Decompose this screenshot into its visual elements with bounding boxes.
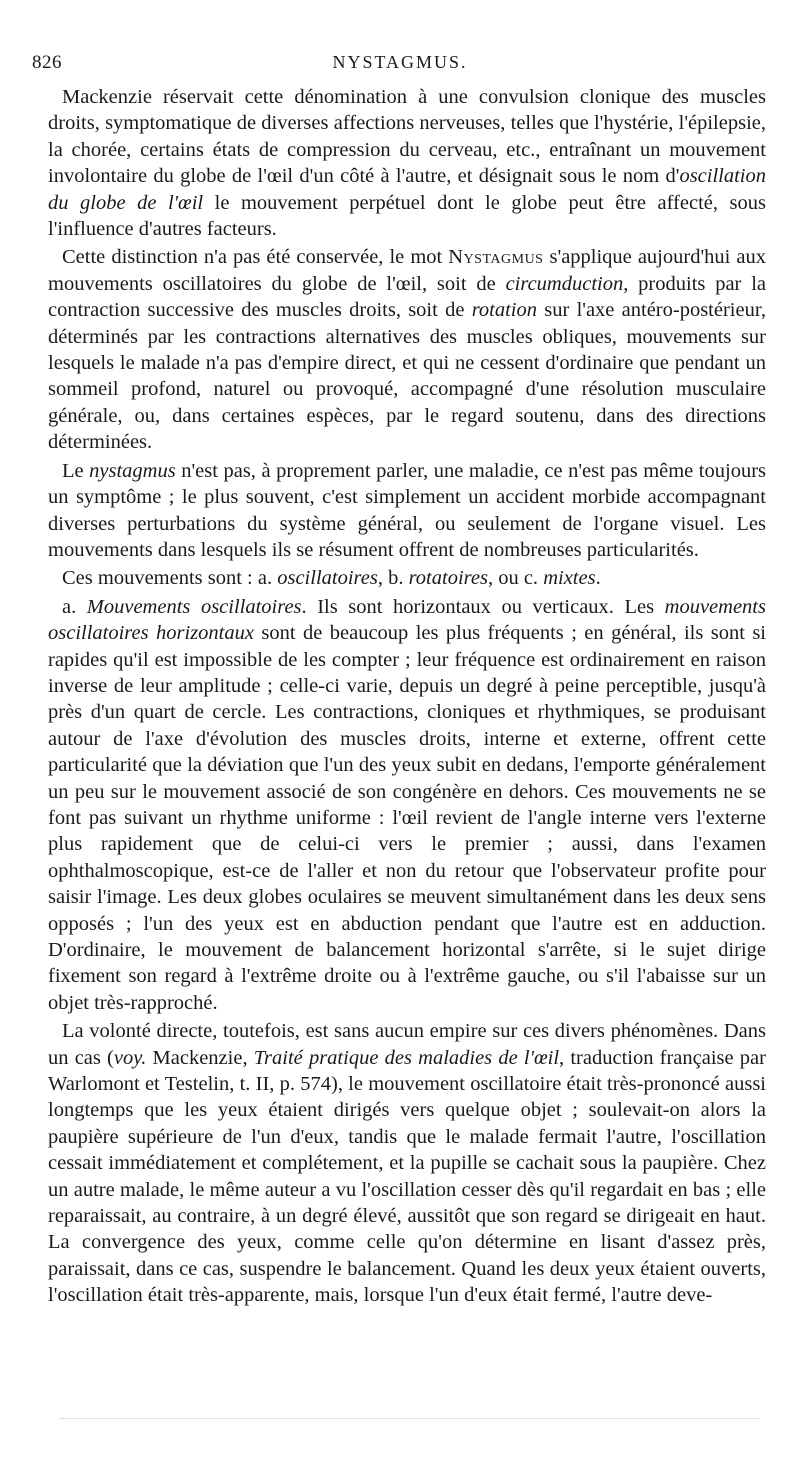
paragraph [48, 594, 766, 1017]
italic-text: Traité pratique des maladies de l'œil [253, 1046, 560, 1069]
paragraph-text: sur l'axe antéro-postérieur, déterminés par les contractions alternatives des muscles obliques, mouvements sur lesquels le malade n'a pas d'empire direct, et qui ne cessent d'ordinaire que pendant un sommeil profond, naturel ou provoqué, accompagné d'une résolution musculaire générale, ou, dans certaines espèces, par le regard soutenu, dans des directions déterminées. [48, 299, 766, 454]
paragraph-text: s'applique aujourd'hui aux mouvements oscillatoires du globe de l'œil, soit de [48, 246, 766, 295]
paragraph-text: La volonté directe, toutefois, est sans aucun empire sur ces divers phénomènes. Dans un cas ( [48, 1020, 766, 1069]
paragraph-text: , b. [377, 567, 409, 590]
paragraph-text: sont de beaucoup les plus fréquents ; en général, ils sont si rapides qu'il est impossible de les compter ; leur fréquence est ordinairement en raison inverse de leur amplitude ; celle-ci varie, depuis un degré à peine perceptible, jusqu'à près d'un quart de cercle. Les contractions, cloniques et rhythmiques, se produisant autour de l'axe d'évolution des muscles droits, interne et externe, offrent cette particularité que la déviation que l'un des yeux subit en dedans, l'emporte généralement un peu sur le mouvement associé de son congénère en dehors. Ces mouvements ne se font pas suivant un rhythme uniforme : l'œil revient de l'angle interne vers l'externe plus rapidement que de celui-ci vers le premier ; aussi, dans l'examen ophthalmoscopique, est-ce de l'aller et non du retour que l'observateur profite pour saisir l'image. Les deux globes oculaires se meuvent simultanément dans les deux sens opposés ; l'un des yeux est en abduction pendant que l'autre est en adduction. D'ordinaire, le mouvement de balancement horizontal s'arrête, si le sujet dirige fixement son regard à l'extrême droite ou à l'extrême gauche, ou s'il l'abaisse sur un objet très-rapproché. [48, 622, 766, 1014]
italic-text: oscillatoires [277, 567, 378, 590]
italic-text: voy. [113, 1046, 147, 1069]
paragraph-text: Mackenzie réservait cette dénomination à une convulsion clonique des muscles droits, symptomatique de diverses affections nerveuses, telles que l'hystérie, l'épilepsie, la chorée, certains états de compression du cerveau, etc., entraînant un mouvement involontaire du globe de l'œil d'un côté à l'autre, et désignait sous le nom d' [48, 86, 766, 188]
page-number: 826 [32, 52, 62, 73]
paragraph-text: a. [62, 595, 87, 618]
paragraph [48, 244, 766, 455]
italic-text: oscillation du globe de l'œil [48, 165, 766, 214]
small-caps-text: Nystagmus [448, 246, 544, 269]
paragraph-text: le mouvement perpétuel dont le globe peut être affecté, sous l'influence d'autres facteurs. [48, 191, 766, 241]
paragraph-text: n'est pas, à proprement parler, une maladie, ce n'est pas même toujours un symptôme ; le plus souvent, c'est simplement un accident morbide accompagnant diverses perturbations du système général, ou seulement de l'organe visuel. Les mouvements dans lesquels ils se résument offrent de nombreuses particularités. [48, 459, 766, 561]
paragraph [48, 84, 766, 242]
paragraph [48, 565, 766, 591]
italic-text: rotation [471, 299, 537, 322]
italic-text: rotatoires [408, 567, 488, 590]
italic-text: mixtes [543, 567, 596, 590]
body-text [48, 84, 766, 1311]
paragraph [48, 458, 766, 564]
running-title: NYSTAGMUS. [332, 52, 468, 72]
paragraph-text: Le [62, 459, 90, 482]
paragraph-text: Ces mouvements sont : a. [62, 567, 278, 590]
italic-text: Mouvements oscillatoires [86, 595, 302, 618]
paragraph-text: . [595, 567, 601, 590]
paragraph-text: , produits par la contraction successive des muscles droits, soit de [48, 272, 767, 322]
italic-text: nystagmus [89, 459, 176, 482]
paragraph-text: . Ils sont horizontaux ou verticaux. Les [301, 595, 665, 618]
page-bottom-rule [60, 1418, 760, 1419]
paragraph [48, 1018, 766, 1308]
paragraph-text: Mackenzie, [146, 1046, 254, 1069]
italic-text: circumduction [505, 272, 624, 295]
paragraph-text: Cette distinction n'a pas été conservée, le mot [62, 246, 449, 269]
italic-text: mouvements oscillatoires horizontaux [48, 595, 766, 645]
paragraph-text: , ou c. [487, 567, 544, 590]
page-header [32, 52, 768, 82]
paragraph-text: , traduction française par Warlomont et Testelin, t. II, p. 574), le mouvement oscillatoire était très-prononcé aussi longtemps que les yeux étaient dirigés vers quelque objet ; soulevait-on alors la paupière supérieure de l'un d'eux, tandis que le malade fermait l'autre, l'oscillation cessait immédiatement et complétement, et la pupille se cachait sous la paupière. Chez un autre malade, le même auteur a vu l'oscillation cesser dès qu'il regardait en bas ; elle reparaissait, au contraire, à un degré élevé, aussitôt que son regard se dirigeait en haut. La convergence des yeux, comme celle qu'on détermine en lisant d'assez près, paraissait, dans ce cas, suspendre le balancement. Quand les deux yeux étaient ouverts, l'oscillation était très-apparente, mais, lorsque l'un d'eux était fermé, l'autre deve- [48, 1046, 766, 1307]
